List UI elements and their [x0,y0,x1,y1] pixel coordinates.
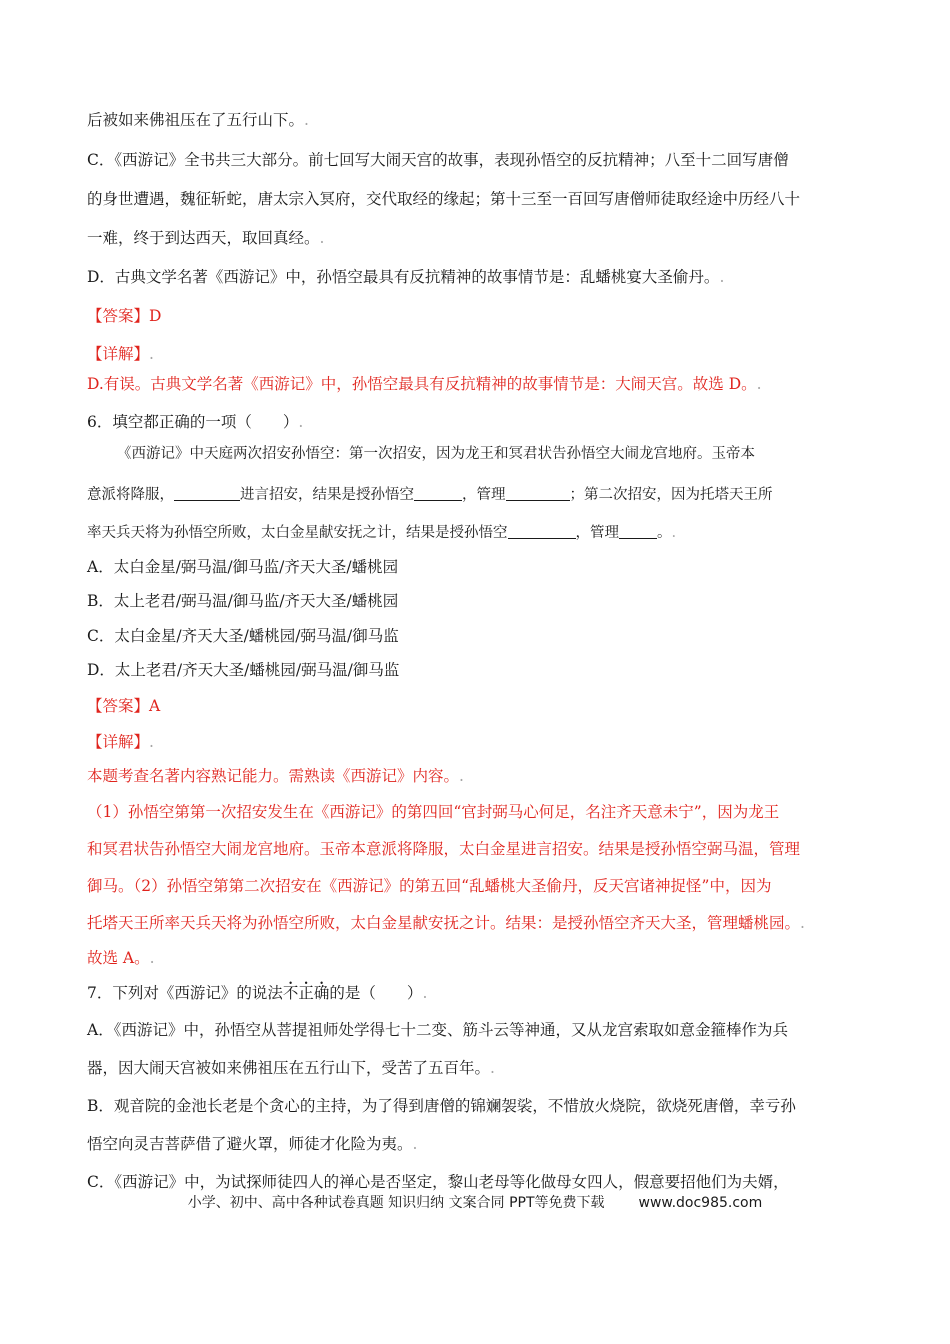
explanation-line-4: 托塔天王所率天兵天将为孙悟空所败，太白金星献安抚之计。结果：是授孙悟空齐天大圣，管理蟠桃园。. [87,914,805,932]
fill-blank-4 [508,522,576,539]
question-6-passage-line-3: 率天兵天将为孙悟空所败，太白金星献安抚之计，结果是授孙悟空 ，管理 。. [87,522,676,543]
option-a: A．太白金星/弼马温/御马监/齐天大圣/蟠桃园 [87,558,399,576]
fill-blank-1 [174,484,240,501]
q7-option-c-line-1: C．《西游记》中，为试探师徒四人的禅心是否坚定，黎山老母等化做母女四人，假意要招他们为夫婿， [87,1173,789,1191]
q7-option-a-line-1: A．《西游记》中，孙悟空从菩提祖师处学得七十二变、筋斗云等神通，又从龙宫索取如意金箍棒作为兵 [87,1021,788,1039]
explanation-line-5: 故选 A。. [87,949,155,967]
q7-option-b-line-2: 悟空向灵吉菩萨借了避火罩，师徒才化险为夷。. [87,1135,418,1153]
option-b: B．太上老君/弼马温/御马监/齐天大圣/蟠桃园 [87,592,399,610]
option-d-line: D．古典文学名著《西游记》中，孙悟空最具有反抗精神的故事情节是：乱蟠桃宴大圣偷丹。. [87,268,725,286]
question-6-passage-line-1: 《西游记》中天庭两次招安孙悟空：第一次招安，因为龙王和冥君状告孙悟空大闹龙宫地府。玉帝本 [117,446,755,462]
explanation-line-3: 御马。（2）孙悟空第第二次招安在《西游记》的第五回“乱蟠桃大圣偷丹，反天宫诸神捉怪”中，因为 [87,877,772,895]
q7-option-a-line-2: 器，因大闹天宫被如来佛祖压在五行山下，受苦了五百年。. [87,1059,495,1077]
fill-blank-3 [506,484,570,501]
explanation-line-2: 和冥君状告孙悟空大闹龙宫地府。玉帝本意派将降服，太白金星进言招安。结果是授孙悟空弼马温，管理 [87,840,801,858]
footer-text: 小学、初中、高中各种试卷真题 知识归纳 文案合同 PPT等免费下载 [187,1195,605,1211]
fill-blank-5 [619,522,657,539]
explanation-text: D.有误。古典文学名著《西游记》中，孙悟空最具有反抗精神的故事情节是：大闹天宫。故选 D。. [87,375,762,393]
explanation-intro: 本题考查名著内容熟记能力。需熟读《西游记》内容。. [87,767,464,785]
question-7-title: 7．下列对《西游记》的说法不正确的是（ ）. [87,984,428,1002]
option-c-line-1: C．《西游记》全书共三大部分。前七回写大闹天宫的故事，表现孙悟空的反抗精神；八至十二回写唐僧 [87,151,789,169]
option-c-line-3: 一难，终于到达西天，取回真经。. [87,229,325,247]
option-c: C．太白金星/齐天大圣/蟠桃园/弼马温/御马监 [87,627,399,645]
fill-blank-2 [414,484,462,501]
option-c-line-2: 的身世遭遇，魏征斩蛇，唐太宗入冥府，交代取经的缘起；第十三至一百回写唐僧师徒取经途中历经八十 [87,190,801,208]
q7-option-b-line-1: B．观音院的金池长老是个贪心的主持，为了得到唐僧的锦斓袈裟，不惜放火烧院，欲烧死唐僧，幸亏孙 [87,1097,796,1115]
footer-url[interactable]: www.doc985.com [638,1195,763,1211]
question-6-passage-line-2: 意派将降服， 进言招安，结果是授孙悟空 ，管理 ；第二次招安，因为托塔天王所 [87,484,773,505]
option-d: D．太上老君/齐天大圣/蟠桃园/弼马温/御马监 [87,661,400,679]
answer-label: 【答案】A [87,697,161,715]
answer-label: 【答案】D [87,307,162,325]
explanation-line-1: （1）孙悟空第第一次招安发生在《西游记》的第四回“官封弼马心何足，名注齐天意未宁”，因为龙王 [87,803,780,821]
explanation-label: 【详解】. [87,733,154,751]
text-line: 后被如来佛祖压在了五行山下。. [87,111,309,129]
page-footer [0,1192,950,1212]
explanation-label: 【详解】. [87,345,154,363]
question-6-title: 6．填空都正确的一项（ ）. [87,413,304,431]
